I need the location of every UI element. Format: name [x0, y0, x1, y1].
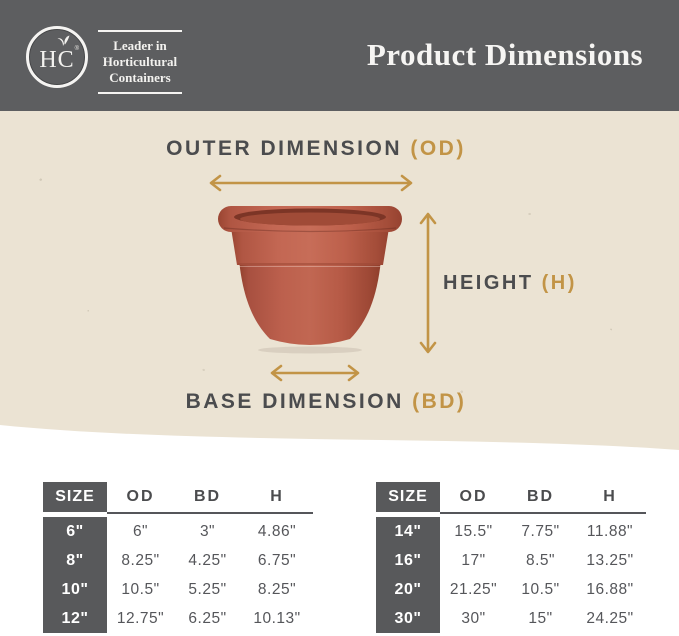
row-size: 10" — [43, 575, 107, 604]
brand-tagline: Leader in Horticultural Containers — [98, 30, 182, 94]
row-h: 13.25" — [586, 551, 634, 569]
table-header-bd: BD — [507, 482, 574, 514]
size-table-large — [376, 482, 646, 633]
row-bd: 15" — [528, 609, 553, 627]
row-h: 6.75" — [257, 551, 297, 569]
row-h: 8.25" — [257, 580, 297, 598]
row-od: 12.75" — [116, 609, 165, 627]
header-banner — [0, 0, 679, 111]
row-bd: 4.25" — [188, 551, 227, 569]
row-od: 21.25" — [449, 580, 498, 598]
background-curve — [0, 423, 679, 453]
row-size: 14" — [376, 517, 440, 546]
row-size: 16" — [376, 546, 440, 575]
row-od: 6" — [132, 522, 149, 540]
size-table-small — [43, 482, 313, 633]
row-bd: 6.25" — [188, 609, 227, 627]
row-size: 30" — [376, 604, 440, 633]
height-arrow-icon — [417, 207, 439, 359]
base-dimension-arrow-icon — [266, 364, 364, 382]
row-h: 11.88" — [586, 522, 634, 540]
row-od: 17" — [461, 551, 486, 569]
base-dimension-abbr: (BD) — [412, 390, 467, 413]
row-size: 6" — [43, 517, 107, 546]
height-label: HEIGHT (H) — [443, 272, 577, 294]
row-bd: 3" — [199, 522, 216, 540]
table-header-h: H — [241, 482, 313, 514]
row-h: 4.86" — [257, 522, 297, 540]
row-od: 15.5" — [454, 522, 493, 540]
table-header-od: OD — [107, 482, 174, 514]
planter-pot-illustration — [218, 202, 402, 354]
height-abbr: (H) — [541, 272, 577, 294]
outer-dimension-arrow-icon — [204, 174, 418, 192]
table-header-bd: BD — [174, 482, 241, 514]
row-bd: 8.5" — [525, 551, 556, 569]
row-size: 20" — [376, 575, 440, 604]
outer-dimension-abbr: (OD) — [410, 137, 466, 160]
row-bd: 10.5" — [521, 580, 560, 598]
table-header-size: SIZE — [376, 482, 440, 512]
row-h: 10.13" — [253, 609, 301, 627]
base-dimension-label: BASE DIMENSION (BD) — [185, 390, 467, 413]
row-bd: 5.25" — [188, 580, 227, 598]
row-od: 8.25" — [121, 551, 160, 569]
row-od: 10.5" — [121, 580, 160, 598]
logo-monogram: HC — [39, 47, 75, 73]
table-header-od: OD — [440, 482, 507, 514]
row-size: 8" — [43, 546, 107, 575]
leaf-icon — [57, 35, 71, 47]
registered-trademark: ® — [74, 46, 79, 52]
table-header-h: H — [574, 482, 646, 514]
outer-dimension-label: OUTER DIMENSION (OD) — [166, 137, 466, 160]
brand-logo — [26, 26, 88, 88]
row-bd: 7.75" — [521, 522, 560, 540]
row-h: 16.88" — [586, 580, 634, 598]
row-od: 30" — [461, 609, 486, 627]
row-h: 24.25" — [586, 609, 634, 627]
table-header-size: SIZE — [43, 482, 107, 512]
row-size: 12" — [43, 604, 107, 633]
page-title: Product Dimensions — [366, 37, 644, 72]
